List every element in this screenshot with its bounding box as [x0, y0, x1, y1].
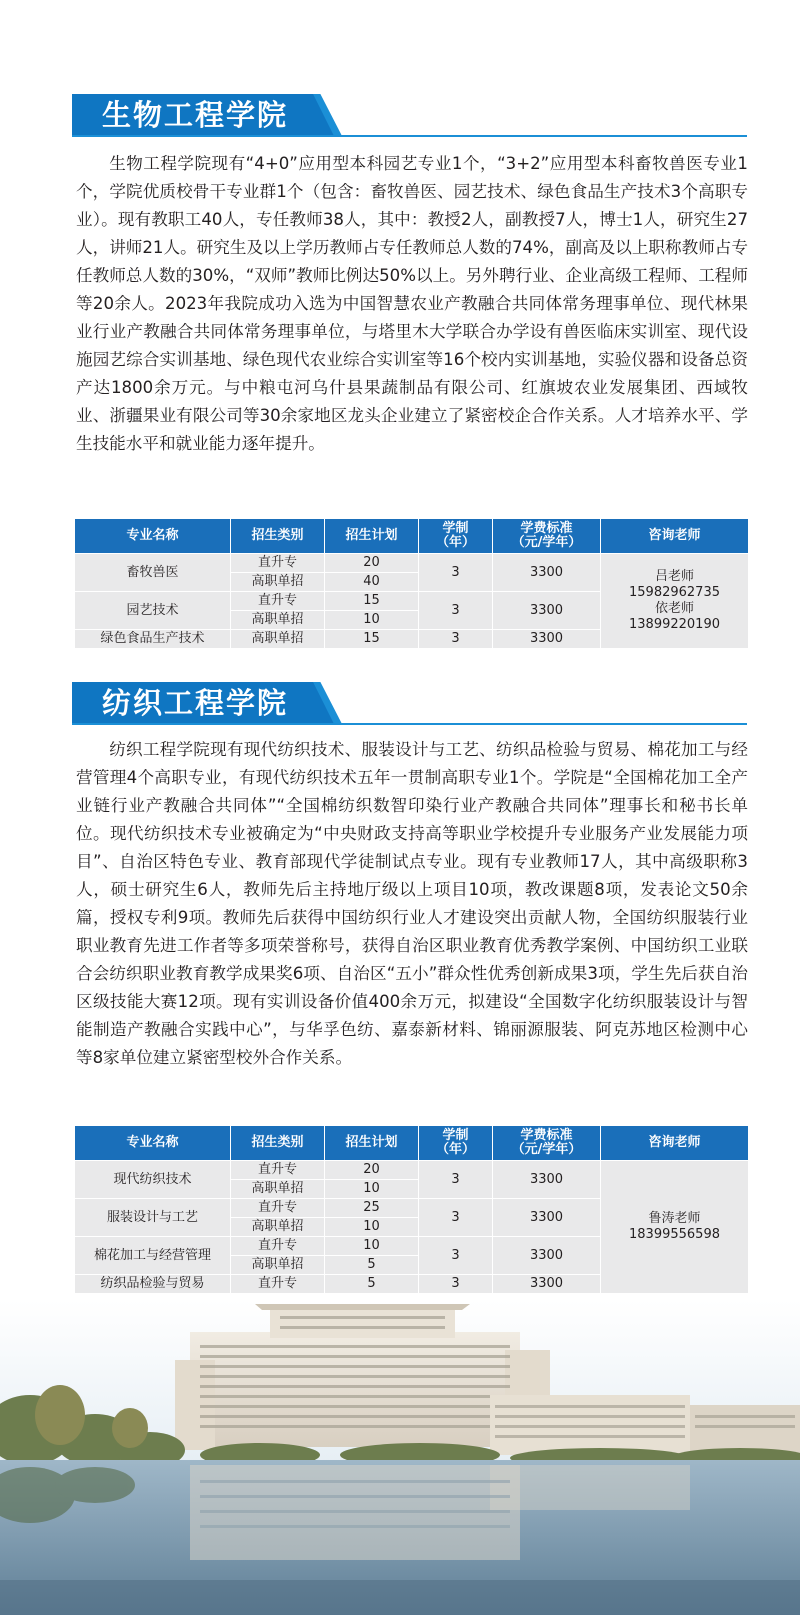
campus-photo [0, 1300, 800, 1615]
tuition-fee: 3300 [493, 1275, 601, 1294]
tuition-fee: 3300 [493, 1161, 601, 1199]
column-header: 学费标准 （元/学年） [493, 519, 601, 554]
tuition-fee: 3300 [493, 630, 601, 649]
enroll-category: 高职单招 [231, 573, 325, 592]
contact-teacher: 鲁涛老师 18399556598 [601, 1161, 749, 1294]
column-header: 招生计划 [325, 1126, 419, 1161]
enroll-category: 直升专 [231, 1237, 325, 1256]
study-years: 3 [419, 1237, 493, 1275]
admissions-table-biology [74, 518, 749, 649]
enroll-category: 直升专 [231, 1161, 325, 1180]
enroll-plan: 20 [325, 554, 419, 573]
major-name: 畜牧兽医 [75, 554, 231, 592]
contact-teacher: 吕老师 15982962735 依老师 13899220190 [601, 554, 749, 649]
enroll-plan: 40 [325, 573, 419, 592]
column-header: 招生类别 [231, 519, 325, 554]
table-header-row [75, 519, 749, 554]
section-rule [72, 135, 747, 137]
table-row [75, 1161, 749, 1180]
tuition-fee: 3300 [493, 1199, 601, 1237]
campus-building-image [0, 1300, 800, 1615]
enroll-plan: 15 [325, 630, 419, 649]
column-header: 学费标准 （元/学年） [493, 1126, 601, 1161]
table-header-row [75, 1126, 749, 1161]
study-years: 3 [419, 630, 493, 649]
enroll-category: 高职单招 [231, 630, 325, 649]
major-name: 服装设计与工艺 [75, 1199, 231, 1237]
major-name: 园艺技术 [75, 592, 231, 630]
tuition-fee: 3300 [493, 1237, 601, 1275]
study-years: 3 [419, 1199, 493, 1237]
column-header: 咨询老师 [601, 1126, 749, 1161]
column-header: 咨询老师 [601, 519, 749, 554]
tuition-fee: 3300 [493, 554, 601, 592]
study-years: 3 [419, 1161, 493, 1199]
section-rule [72, 723, 747, 725]
enroll-category: 直升专 [231, 1275, 325, 1294]
admissions-table-textile [74, 1125, 749, 1294]
enroll-plan: 10 [325, 1180, 419, 1199]
tuition-fee: 3300 [493, 592, 601, 630]
section-header-textile [72, 682, 747, 726]
enroll-plan: 10 [325, 611, 419, 630]
enroll-plan: 10 [325, 1237, 419, 1256]
enroll-plan: 25 [325, 1199, 419, 1218]
section-paragraph: 生物工程学院现有“4+0”应用型本科园艺专业1个，“3+2”应用型本科畜牧兽医专业1个，学院优质校骨干专业群1个（包含：畜牧兽医、园艺技术、绿色食品生产技术3个高职专业）。现有教职工40人，专任教师38人，其中：教授2人，副教授7人，博士1人，研究生27人，讲师21人。研究生及以上学历教师占专任教师总人数的74%，副高及以上职称教师占专任教师总人数的30%，“双师”教师比例达50%以上。另外聘行业、企业高级工程师、工程师等20余人。2023年我院成功入选为中国智慧农业产教融合共同体常务理事单位、现代林果业行业产教融合共同体常务理事单位，与塔里木大学联合办学设有兽医临床实训室、现代设施园艺综合实训基地、绿色现代农业综合实训室等16个校内实训基地，实验仪器和设备总资产达1800余万元。与中粮屯河乌什县果蔬制品有限公司、红旗坡农业发展集团、西域牧业、浙疆果业有限公司等30余家地区龙头企业建立了紧密校企合作关系。人才培养水平、学生技能水平和就业能力逐年提升。 [76, 154, 748, 453]
section-title: 纺织工程学院 [102, 686, 289, 720]
study-years: 3 [419, 592, 493, 630]
column-header: 专业名称 [75, 519, 231, 554]
major-name: 绿色食品生产技术 [75, 630, 231, 649]
enroll-category: 直升专 [231, 1199, 325, 1218]
enroll-plan: 15 [325, 592, 419, 611]
enroll-category: 直升专 [231, 592, 325, 611]
section-paragraph: 纺织工程学院现有现代纺织技术、服装设计与工艺、纺织品检验与贸易、棉花加工与经营管理4个高职专业，有现代纺织技术五年一贯制高职专业1个。学院是“全国棉花加工全产业链行业产教融合共同体”“全国棉纺织数智印染行业产教融合共同体”理事长和秘书长单位。现代纺织技术专业被确定为“中央财政支持高等职业学校提升专业服务产业发展能力项目”、自治区特色专业、教育部现代学徒制试点专业。现有专业教师17人，其中高级职称3人，硕士研究生6人，教师先后主持地厅级以上项目10项，教改课题8项，发表论文50余篇，授权专利9项。教师先后获得中国纺织行业人才建设突出贡献人物，全国纺织服装行业职业教育先进工作者等多项荣誉称号，获得自治区职业教育优秀教学案例、中国纺织工业联合会纺织职业教育教学成果奖6项、自治区“五小”群众性优秀创新成果3项，学生先后获自治区级技能大赛12项。现有实训设备价值400余万元，拟建设“全国数字化纺织服装设计与智能制造产教融合实践中心”，与华孚色纺、嘉泰新材料、锦丽源服装、阿克苏地区检测中心等8家单位建立紧密型校外合作关系。 [76, 740, 748, 1067]
table-row [75, 554, 749, 573]
enroll-plan: 5 [325, 1256, 419, 1275]
column-header: 学制 （年） [419, 1126, 493, 1161]
column-header: 学制 （年） [419, 519, 493, 554]
major-name: 棉花加工与经营管理 [75, 1237, 231, 1275]
study-years: 3 [419, 1275, 493, 1294]
major-name: 现代纺织技术 [75, 1161, 231, 1199]
enroll-plan: 20 [325, 1161, 419, 1180]
section-title: 生物工程学院 [102, 98, 289, 132]
enroll-category: 高职单招 [231, 1218, 325, 1237]
enroll-plan: 10 [325, 1218, 419, 1237]
enroll-category: 高职单招 [231, 1256, 325, 1275]
column-header: 招生计划 [325, 519, 419, 554]
column-header: 专业名称 [75, 1126, 231, 1161]
column-header: 招生类别 [231, 1126, 325, 1161]
major-name: 纺织品检验与贸易 [75, 1275, 231, 1294]
enroll-category: 直升专 [231, 554, 325, 573]
enroll-plan: 5 [325, 1275, 419, 1294]
enroll-category: 高职单招 [231, 1180, 325, 1199]
study-years: 3 [419, 554, 493, 592]
enroll-category: 高职单招 [231, 611, 325, 630]
section-header-biology [72, 94, 747, 138]
